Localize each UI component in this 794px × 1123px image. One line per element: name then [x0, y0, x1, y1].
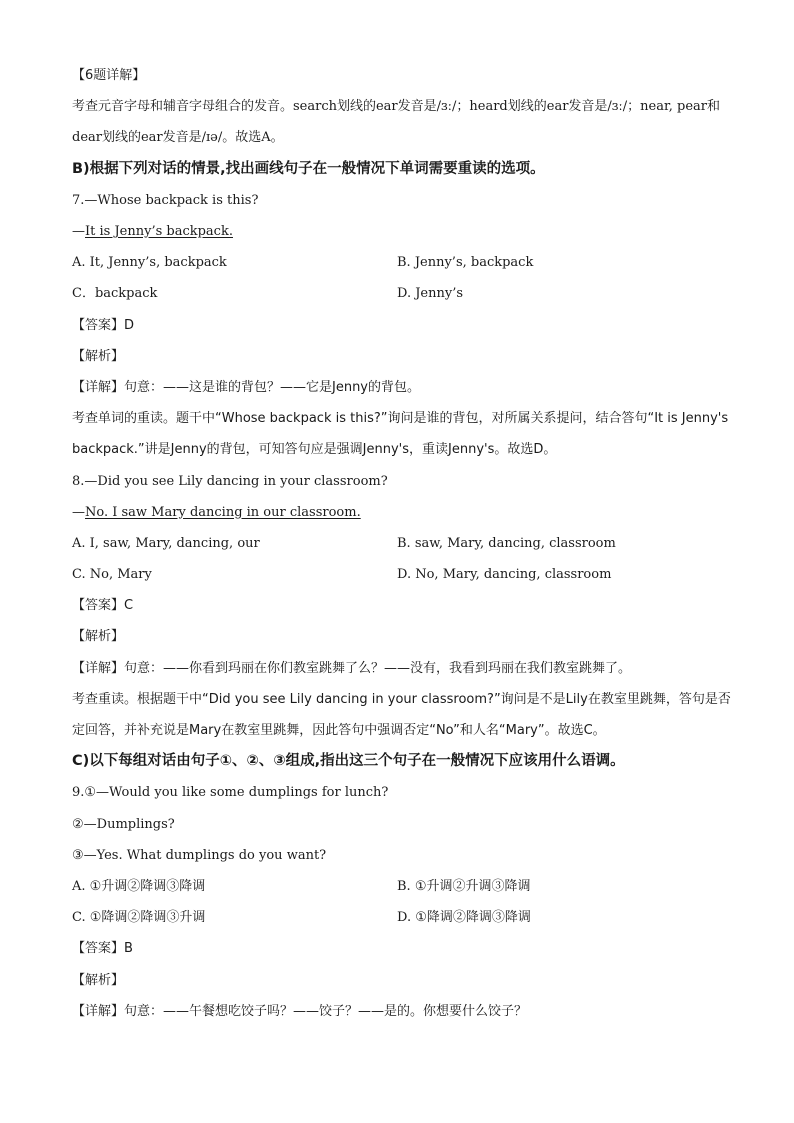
q9-answer: 【答案】B: [72, 941, 133, 957]
q6-text: 考查元音字母和辅音字母组合的发音。search划线的ear发音是/ɜː/；heard划线的ear发音是/ɜː/；near, pear和dear划线的ear发音是/ɪə/。故选A。: [72, 99, 721, 146]
q9-option-d: D. ①降调②降调③降调: [397, 910, 531, 926]
q8-question: 8.—Did you see Lily dancing in your classroom?: [72, 473, 388, 489]
q9-option-c: C. ①降调②降调③升调: [72, 910, 206, 926]
q9-options-row-1: [72, 871, 732, 902]
q8-options-row-2: [72, 559, 732, 590]
q8-option-d: D. No, Mary, dancing, classroom: [397, 567, 612, 583]
q9-analysis-label: 【解析】: [72, 972, 125, 988]
q7-explanation: 考查单词的重读。题干中“Whose backpack is this?”询问是谁的背包，对所属关系提问，结合答句“It is Jenny's backpack.”讲是Jenny的背包，可知答句应是强调Jenny's，重读Jenny's。故选D。: [72, 411, 729, 458]
q7-response: [72, 216, 732, 247]
q8-option-b: B. saw, Mary, dancing, classroom: [397, 535, 616, 551]
q6-label: 【6题详解】: [72, 68, 146, 83]
q7-dash: —: [72, 223, 85, 239]
q7-underlined-sentence: It is Jenny’s backpack.: [85, 223, 233, 239]
q7-answer: 【答案】D: [72, 317, 135, 333]
section-b-title: B)根据下列对话的情景,找出画线句子在一般情况下单词需要重读的选项。: [72, 160, 545, 177]
q9-option-b: B. ①升调②升调③降调: [397, 878, 531, 894]
q7-analysis-label: 【解析】: [72, 348, 125, 364]
q7-question: 7.—Whose backpack is this?: [72, 192, 259, 208]
q7-options-row-2: [72, 278, 732, 309]
q9-sentence-1: 9.①—Would you like some dumplings for lunch?: [72, 785, 389, 801]
q8-underlined-sentence: No. I saw Mary dancing in our classroom.: [85, 504, 361, 520]
q8-options-row-1: [72, 528, 732, 559]
q7-option-c: C．backpack: [72, 286, 158, 302]
q8-explanation: 考查重读。根据题干中“Did you see Lily dancing in your classroom?”询问是不是Lily在教室里跳舞，答句是否定回答，并补充说是Mary在教室里跳舞，因此答句中强调否定“No”和人名“Mary”。故选C。: [72, 691, 731, 739]
q8-response: [72, 497, 732, 528]
q7-option-d: D. Jenny’s: [397, 286, 464, 302]
q9-sentence-3: ③—Yes. What dumplings do you want?: [72, 847, 327, 863]
q8-answer: 【答案】C: [72, 598, 134, 614]
q9-sentence-2: ②—Dumplings?: [72, 816, 175, 832]
q8-detail: 【详解】句意：——你看到玛丽在你们教室跳舞了么？——没有，我看到玛丽在我们教室跳舞了。: [72, 660, 632, 676]
q9-option-a: A. ①升调②降调③降调: [72, 878, 206, 894]
q9-detail: 【详解】句意：——午餐想吃饺子吗？——饺子？——是的。你想要什么饺子？: [72, 1003, 528, 1019]
q8-option-c: C. No, Mary: [72, 567, 152, 583]
document-page: [72, 60, 732, 1027]
q9-options-row-2: [72, 902, 732, 933]
section-c-title: C)以下每组对话由句子①、②、③组成,指出这三个句子在一般情况下应该用什么语调。: [72, 753, 625, 770]
q7-detail: 【详解】句意：——这是谁的背包？——它是Jenny的背包。: [72, 379, 421, 395]
q8-option-a: A. I, saw, Mary, dancing, our: [72, 535, 260, 551]
q7-option-b: B. Jenny’s, backpack: [397, 255, 534, 271]
q8-analysis-label: 【解析】: [72, 629, 125, 645]
q7-option-a: A. It, Jenny’s, backpack: [72, 255, 227, 271]
q8-dash: —: [72, 504, 85, 520]
q7-options-row-1: [72, 247, 732, 278]
